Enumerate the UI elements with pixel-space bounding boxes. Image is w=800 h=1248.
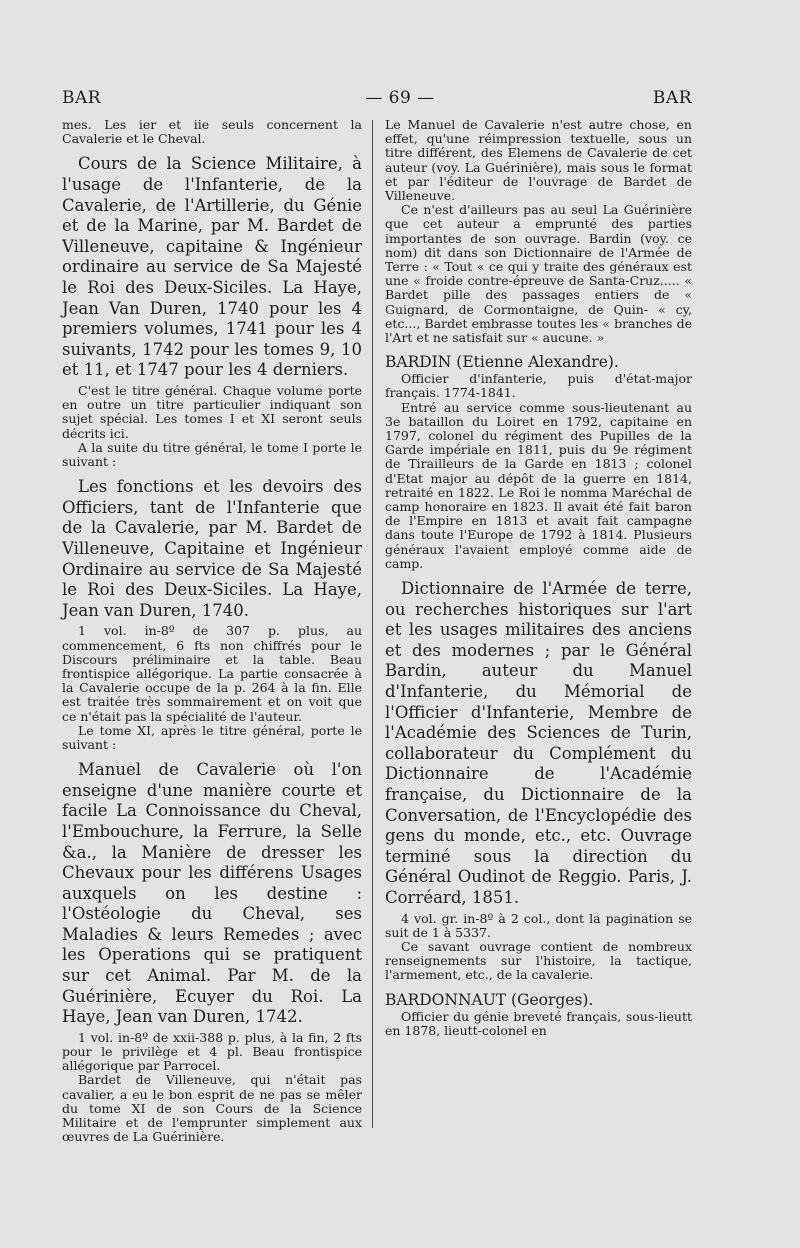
paragraph: Officier du génie breveté français, sous-lieutt en 1878, lieutt-colonel en — [385, 1008, 692, 1038]
entry-heading: BARDONNAUT (Georges). — [385, 990, 594, 1009]
paragraph: C'est le titre général. Chaque volume porte en outre un titre particulier indiquant son sujet spécial. Les tomes I et XI seront seuls décrits ici. — [62, 382, 362, 441]
entry-heading: BARDIN (Etienne Alexandre). — [385, 353, 619, 372]
running-head-left: BAR — [62, 88, 102, 108]
page-number: — 69 — — [365, 88, 435, 108]
paragraph: 4 vol. gr. in-8º à 2 col., dont la pagination se suit de 1 à 5337. — [385, 910, 692, 940]
paragraph: mes. Les ier et iie seuls concernent la Cavalerie et le Cheval. — [62, 117, 362, 147]
paragraph: Officier d'infanterie, puis d'état-major français. 1774-1841. — [385, 371, 692, 401]
paragraph: Ce savant ouvrage contient de nombreux renseignements sur l'histoire, la tactique, l'armement, etc., de la cavalerie. — [385, 939, 692, 983]
running-head-right: BAR — [652, 88, 692, 108]
paragraph: 1 vol. in-8º de 307 p. plus, au commencement, 6 fts non chiffrés pour le Discours préliminaire et la table. Beau frontispice allégorique. La partie consacrée à la Cavalerie occupe de la p. 264 à la fin. Elle est traitée très sommairement et on voit que ce n'était pas la spécialité de l'auteur. — [62, 623, 362, 724]
paragraph: Bardet de Villeneuve, qui n'était pas cavalier, a eu le bon esprit de ne pas se mêler du tome XI de son Cours de la Science Militaire et de l'emprunter simplement aux œuvres de La Guérinière. — [62, 1072, 362, 1145]
right-column — [385, 118, 692, 1038]
paragraph: Entré au service comme sous-lieutenant au 3e bataillon du Loiret en 1792, capitaine en 1797, colonel du régiment des Pupilles de la Garde impériale en 1811, puis du 9e régiment de Tirailleurs de la Garde en 1813 ; colonel d'Etat major au dépôt de la guerre en 1814, retraité en 1822. Le Roi le nomma Maréchal de camp honoraire en 1823. Il avait été fait baron de l'Empire en 1813 et avait fait campagne dans toute l'Europe de 1792 à 1814. Plusieurs généraux l'avaient employé comme aide de camp. — [385, 399, 692, 571]
paragraph: Ce n'est d'ailleurs pas au seul La Guérinière que cet auteur a emprunté des parties importantes de son ouvrage. Bardin (voy. ce nom) dit dans son Dictionnaire de l'Armée de Terre : « Tout « ce qui y traite des généraux est une « froide contre-épreuve de Santa-Cruz..... « Bardet pille des passages entiers de « Guignard, de Cormontaigne, de Quin- « cy, etc..., Bardet embrasse toutes les « branches de l'Art et ne satisfait sur « aucune. » — [385, 202, 692, 346]
title-entry: Les fonctions et les devoirs des Officiers, tant de l'Infanterie que de la Cavalerie, par M. Bardet de Villeneuve, Capitaine et Ingénieur Ordinaire au service de Sa Majesté le Roi des Deux-Siciles. La Haye, Jean van Duren, 1740. — [62, 477, 362, 620]
title-entry: Dictionnaire de l'Armée de terre, ou recherches historiques sur l'art et les usages militaires des anciens et des modernes ; par le Général Bardin, auteur du Manuel d'Infanterie, du Mémorial de l'Officier d'Infanterie, Membre de l'Académie des Sciences de Turin, collaborateur du Complément du Dictionnaire de l'Académie française, du Dictionnaire de la Conversation, de l'Encyclopédie des gens du monde, etc., etc. Ouvrage terminé sous la direction du Général Oudinot de Reggio. Paris, J. Corréard, 1851. — [385, 579, 692, 907]
title-entry: Cours de la Science Militaire, à l'usage de l'Infanterie, de la Cavalerie, de l'Artillerie, du Génie et de la Marine, par M. Bardet de Villeneuve, capitaine & Ingénieur ordinaire au service de Sa Majesté le Roi des Deux-Siciles. La Haye, Jean Van Duren, 1740 pour les 4 premiers volumes, 1741 pour les 4 suivants, 1742 pour les tomes 9, 10 et 11, et 1747 pour les 4 derniers. — [62, 154, 362, 380]
left-column — [62, 118, 362, 1144]
paragraph: Le Manuel de Cavalerie n'est autre chose, en effet, qu'une réimpression textuelle, sous un titre différent, des Elemens de Cavalerie de cet auteur (voy. La Guérinière), mais sous le format et par l'éditeur de l'ouvrage de Bardet de Villeneuve. — [385, 117, 692, 204]
column-divider — [372, 120, 373, 1128]
paragraph: 1 vol. in-8º de xxii-388 p. plus, à la fin, 2 fts pour le privilège et 4 pl. Beau frontispice allégorique par Parrocel. — [62, 1029, 362, 1074]
title-entry: Manuel de Cavalerie où l'on enseigne d'une manière courte et facile La Connoissance du Cheval, l'Embouchure, la Ferrure, la Selle &a., la Manière de dresser les Chevaux pour les différens Usages auxquels on les destine : l'Ostéologie du Cheval, ses Maladies & leurs Remedes ; avec les Operations qui se pratiquent sur cet Animal. Par M. de la Guérinière, Ecuyer du Roi. La Haye, Jean van Duren, 1742. — [62, 760, 362, 1027]
paragraph: A la suite du titre général, le tome I porte le suivant : — [62, 439, 362, 469]
paragraph: Le tome XI, après le titre général, porte le suivant : — [62, 722, 362, 752]
